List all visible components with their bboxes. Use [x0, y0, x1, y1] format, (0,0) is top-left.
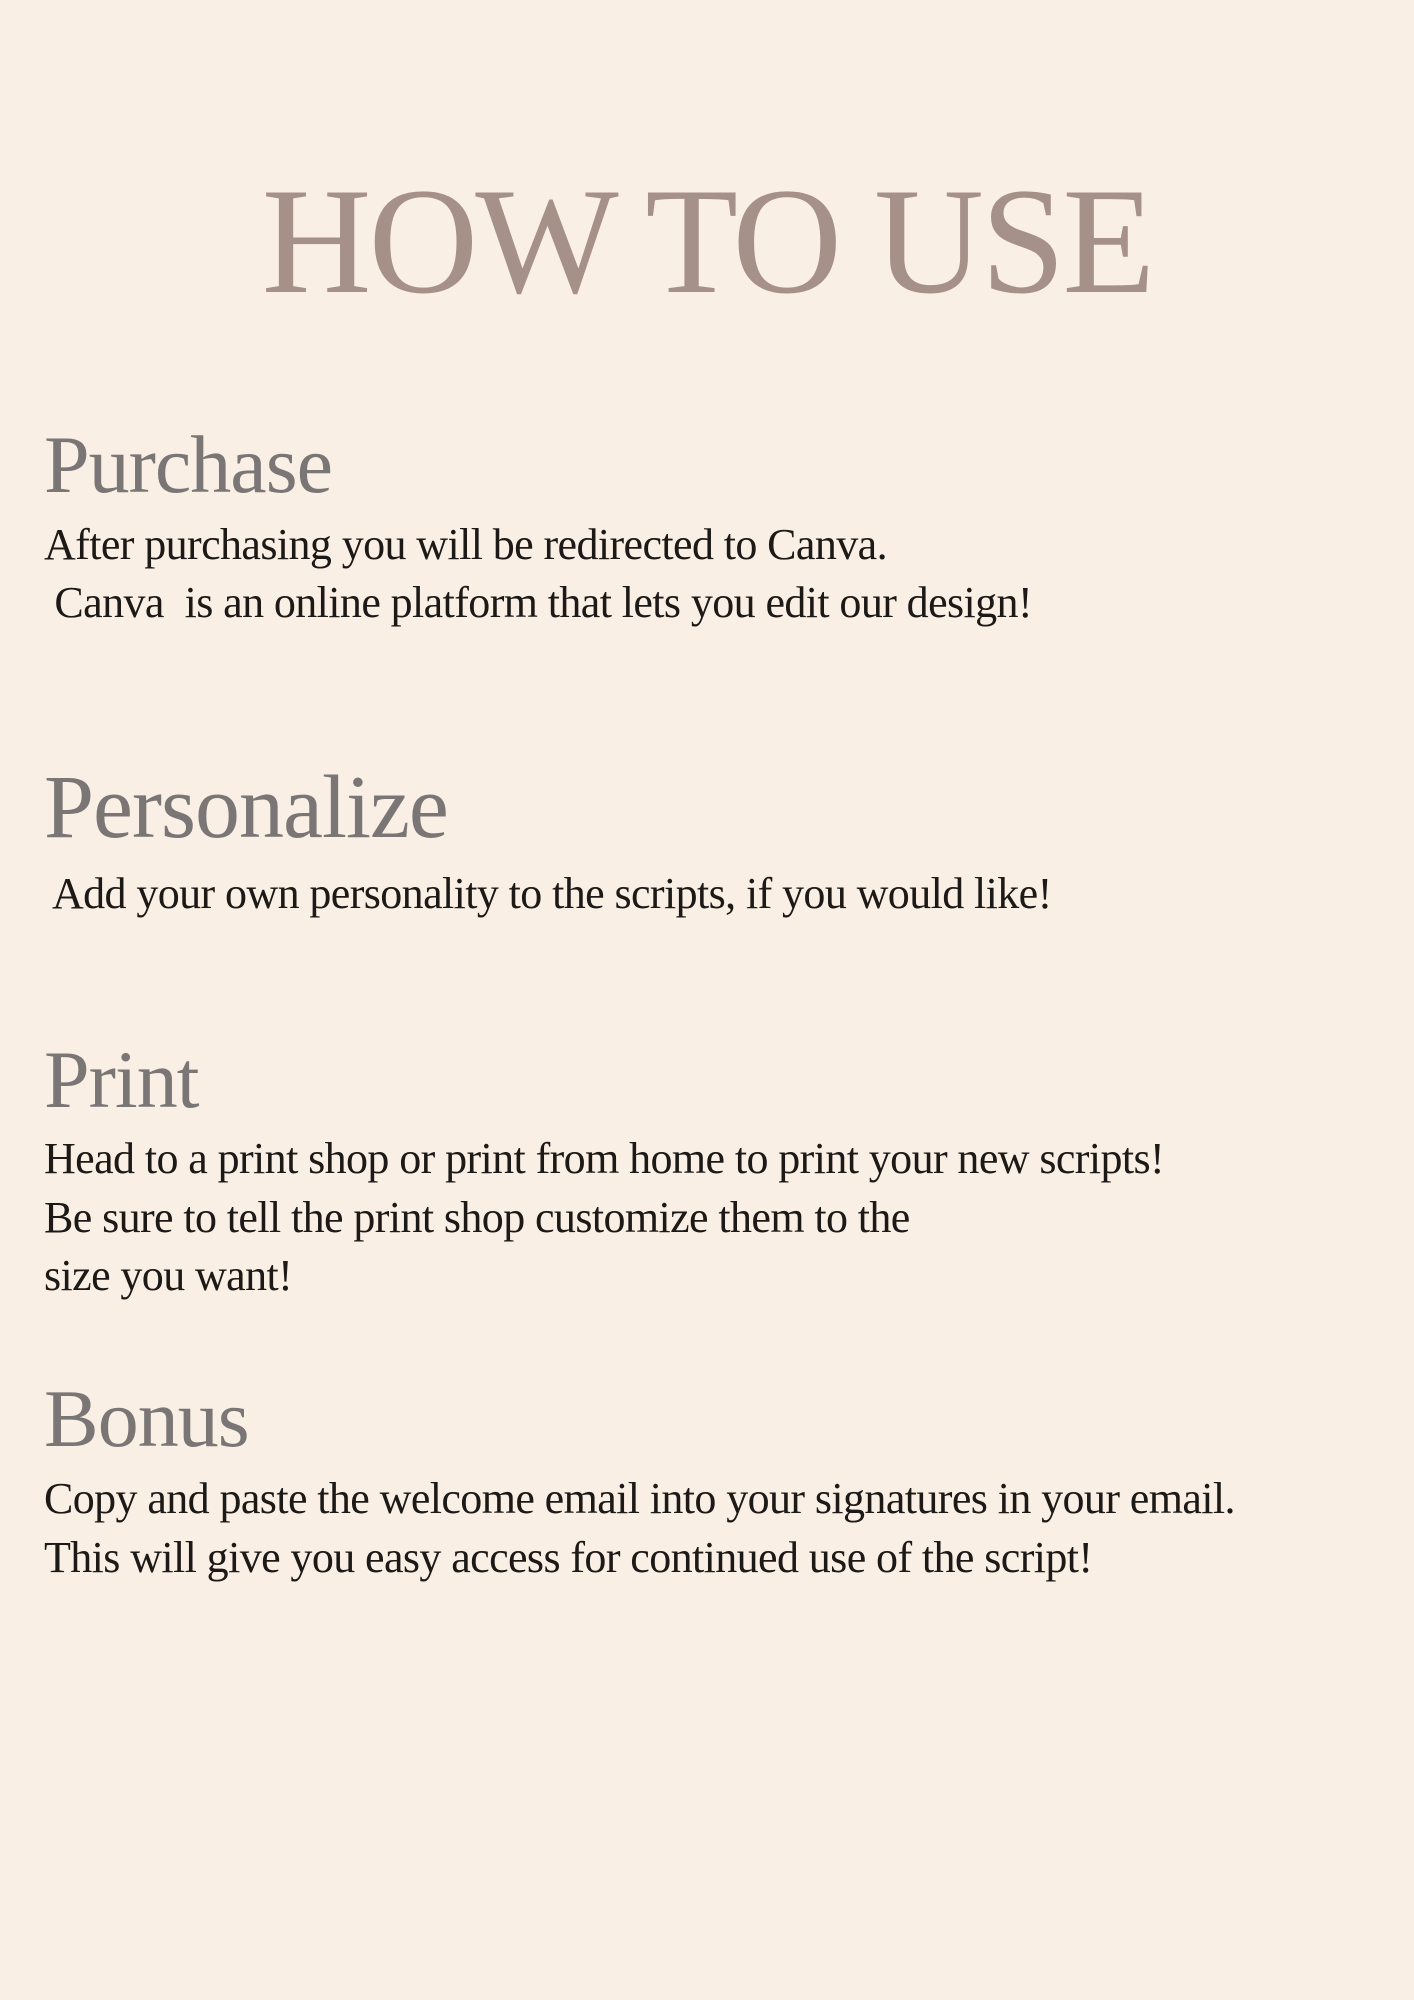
print-heading: Print — [44, 1034, 199, 1125]
print-text-line-1: Head to a print shop or print from home to print your new scripts! — [44, 1134, 1165, 1183]
personalize-text-line-1: Add your own personality to the scripts, if you would like! — [44, 869, 1052, 918]
purchase-text-line-2: Canva is an online platform that lets you edit our design! — [44, 578, 1033, 627]
bonus-text-line-1: Copy and paste the welcome email into your signatures in your email. — [44, 1474, 1235, 1523]
personalize-heading: Personalize — [44, 758, 448, 857]
purchase-heading: Purchase — [44, 419, 333, 510]
bonus-heading: Bonus — [44, 1373, 249, 1464]
print-text-line-2: Be sure to tell the print shop customize them to the — [44, 1193, 910, 1242]
purchase-text-line-1: After purchasing you will be redirected to Canva. — [44, 520, 887, 569]
page-title: HOW TO USE — [261, 157, 1153, 325]
bonus-text-line-2: This will give you easy access for continued use of the script! — [44, 1533, 1093, 1582]
print-text-line-3: size you want! — [44, 1251, 293, 1300]
